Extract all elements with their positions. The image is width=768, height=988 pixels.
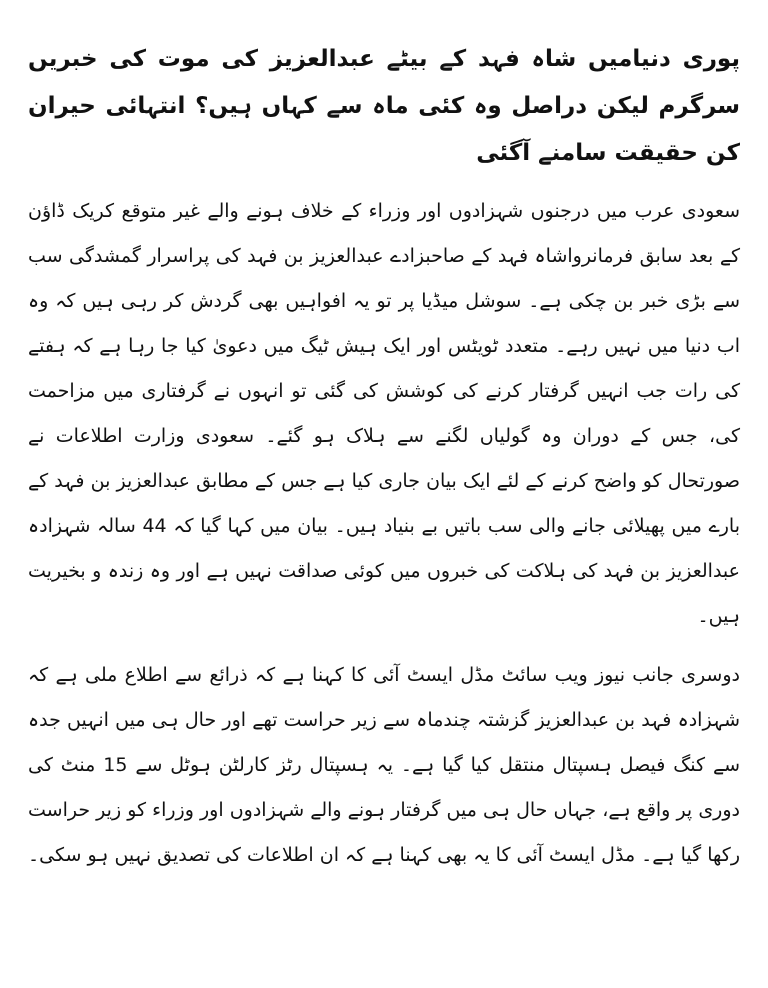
article-paragraph-1: سعودی عرب میں درجنوں شہزادوں اور وزراء کے خلاف ہونے والے غیر متوقع کریک ڈاؤن کے بعد سابق فرمانرواشاہ فہد کے صاحبزادے عبدالعزیز بن فہد کی پراسرار گمشدگی سب سے بڑی خبر بن چکی ہے۔ سوشل میڈیا پر تو یہ افواہیں بھی گردش کر رہی ہیں کہ وہ اب دنیا میں نہیں رہے۔ متعدد ٹویٹس اور ایک ہیش ٹیگ میں دعویٰ کیا جا رہا ہے کہ ہفتے کی رات جب انہیں گرفتار کرنے کی کوشش کی گئی تو انہوں نے گرفتاری میں مزاحمت کی، جس کے دوران وہ گولیاں لگنے سے ہلاک ہو گئے۔ سعودی وزارت اطلاعات نے صورتحال کو واضح کرنے کے لئے ایک بیان جاری کیا ہے جس کے مطابق عبدالعزیز بن فہد کے بارے میں پھیلائی جانے والی سب باتیں بے بنیاد ہیں۔ بیان میں کہا گیا کہ 44 سالہ شہزادہ عبدالعزیز بن فہد کی ہلاکت کی خبروں میں کوئی صداقت نہیں ہے اور وہ زندہ و بخیریت ہیں۔ — [28, 200, 740, 627]
article-paragraph-2: دوسری جانب نیوز ویب سائٹ مڈل ایسٹ آئی کا کہنا ہے کہ ذرائع سے اطلاع ملی ہے کہ شہزادہ فہد بن عبدالعزیز گزشتہ چندماہ سے زیر حراست تھے اور حال ہی میں انہیں جدہ سے کنگ فیصل ہسپتال منتقل کیا گیا ہے۔ یہ ہسپتال رٹز کارلٹن ہوٹل سے 15 منٹ کی دوری پر واقع ہے، جہاں حال ہی میں گرفتار ہونے والے شہزادوں اور وزراء کو زیر حراست رکھا گیا ہے۔ مڈل ایسٹ آئی کا یہ بھی کہنا ہے کہ ان اطلاعات کی تصدیق نہیں ہو سکی۔ — [28, 664, 740, 866]
news-article — [28, 36, 740, 892]
article-headline: پوری دنیامیں شاہ فہد کے بیٹے عبدالعزیز کی موت کی خبریں سرگرم لیکن دراصل وہ کئی ماہ سے کہاں ہیں؟ انتہائی حیران کن حقیقت سامنے آگئی — [28, 46, 740, 166]
